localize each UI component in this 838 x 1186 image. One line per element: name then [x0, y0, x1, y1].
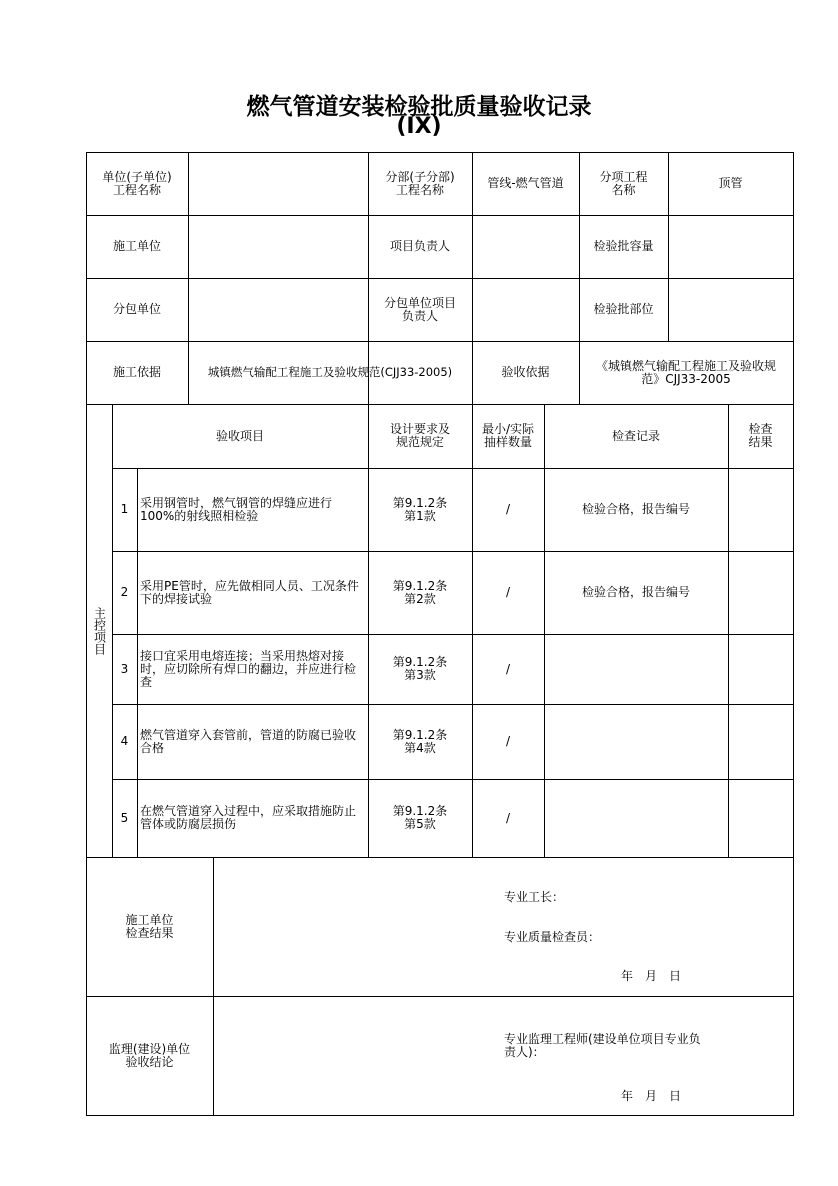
- subcontractor-value[interactable]: [188, 278, 368, 341]
- col-inspection-result: 检查 结果: [748, 422, 773, 449]
- row-item-text: 接口宜采用电熔连接；当采用热熔对接时，应切除所有焊口的翻边，并应进行检查: [140, 648, 357, 689]
- row-number: 3: [120, 661, 129, 676]
- row-design-clause: 第9.1.2条 第5款: [392, 804, 448, 831]
- col-acceptance-item: 验收项目: [215, 428, 264, 443]
- col-sample-quantity: 最小/实际 抽样数量: [481, 422, 535, 449]
- sub-manager-label: 分包单位项目 负责人: [383, 295, 456, 323]
- date-label-supervisor: 年 月 日: [621, 1089, 682, 1103]
- row-design-clause: 第9.1.2条 第4款: [392, 727, 448, 755]
- construction-basis-value[interactable]: 城镇燃气输配工程施工及验收规范(CJJ33-2005): [207, 365, 453, 379]
- row-sample-value[interactable]: /: [505, 810, 511, 825]
- row-record-value[interactable]: 检验合格，报告编号: [581, 502, 690, 516]
- col-design-requirement: 设计要求及 规范规定: [389, 422, 450, 449]
- quality-inspector-signature-label: 专业质量检查员：: [504, 930, 601, 944]
- project-manager-value[interactable]: [472, 215, 579, 278]
- page-subtitle: (IX): [396, 114, 442, 139]
- foreman-signature-label: 专业工长：: [504, 890, 565, 904]
- col-inspection-record: 检查记录: [611, 428, 660, 443]
- row-item-text: 在燃气管道穿入过程中，应采取措施防止管体或防腐层损伤: [140, 804, 357, 831]
- row-item-text: 采用PE管时，应先做相同人员、工况条件下的焊接试验: [140, 578, 359, 606]
- batch-location-label: 检验批部位: [593, 302, 654, 316]
- row-record-value[interactable]: [544, 779, 728, 857]
- supervisor-conclusion-label: 监理(建设)单位 验收结论: [108, 1041, 191, 1069]
- supervising-engineer-signature-label: 专业监理工程师(建设单位项目专业负责人)：: [504, 1032, 701, 1059]
- row-record-value[interactable]: [544, 634, 728, 704]
- batch-location-value[interactable]: [668, 278, 793, 341]
- row-design-clause: 第9.1.2条 第2款: [392, 578, 448, 606]
- dept-name-label: 分部(子分部) 工程名称: [385, 169, 455, 197]
- row-record-value[interactable]: 检验合格，报告编号: [581, 585, 690, 599]
- row-result-value[interactable]: [728, 468, 793, 551]
- unit-name-value[interactable]: [188, 152, 368, 215]
- item-name-label: 分项工程 名称: [599, 169, 648, 197]
- page-title: 燃气管道安装检验批质量验收记录: [246, 94, 592, 120]
- contractor-label: 施工单位: [112, 239, 161, 253]
- acceptance-basis-label: 验收依据: [501, 365, 550, 379]
- row-sample-value[interactable]: /: [505, 585, 511, 599]
- row-design-clause: 第9.1.2条 第3款: [392, 655, 448, 682]
- row-number: 5: [120, 810, 129, 825]
- row-sample-value[interactable]: /: [505, 734, 511, 748]
- row-item-text: 采用钢管时，燃气钢管的焊缝应进行100%的射线照相检验: [140, 495, 333, 523]
- dept-name-value[interactable]: 管线-燃气管道: [487, 176, 564, 190]
- row-result-value[interactable]: [728, 551, 793, 634]
- row-number: 2: [120, 585, 129, 599]
- row-item-text: 燃气管道穿入套管前，管道的防腐已验收合格: [140, 727, 357, 755]
- sub-manager-value[interactable]: [472, 278, 579, 341]
- row-result-value[interactable]: [728, 704, 793, 779]
- row-record-value[interactable]: [544, 704, 728, 779]
- batch-capacity-label: 检验批容量: [593, 239, 654, 253]
- row-design-clause: 第9.1.2条 第1款: [392, 495, 448, 523]
- contractor-result-label: 施工单位 检查结果: [125, 912, 174, 940]
- row-sample-value[interactable]: /: [505, 502, 511, 516]
- unit-name-label: 单位(子单位) 工程名称: [102, 169, 172, 197]
- main-control-items-label: 主控项目: [92, 606, 107, 655]
- row-result-value[interactable]: [728, 779, 793, 857]
- row-sample-value[interactable]: /: [505, 661, 511, 676]
- row-result-value[interactable]: [728, 634, 793, 704]
- construction-basis-label: 施工依据: [112, 365, 161, 379]
- project-manager-label: 项目负责人: [389, 239, 450, 253]
- row-number: 4: [120, 734, 129, 748]
- batch-capacity-value[interactable]: [668, 215, 793, 278]
- date-label-contractor: 年 月 日: [621, 969, 682, 983]
- contractor-value[interactable]: [188, 215, 368, 278]
- acceptance-basis-value[interactable]: 《城镇燃气输配工程施工及验收规范》CJJ33-2005: [595, 358, 776, 386]
- item-name-value[interactable]: 顶管: [718, 176, 743, 190]
- subcontractor-label: 分包单位: [112, 302, 161, 316]
- row-number: 1: [120, 502, 129, 516]
